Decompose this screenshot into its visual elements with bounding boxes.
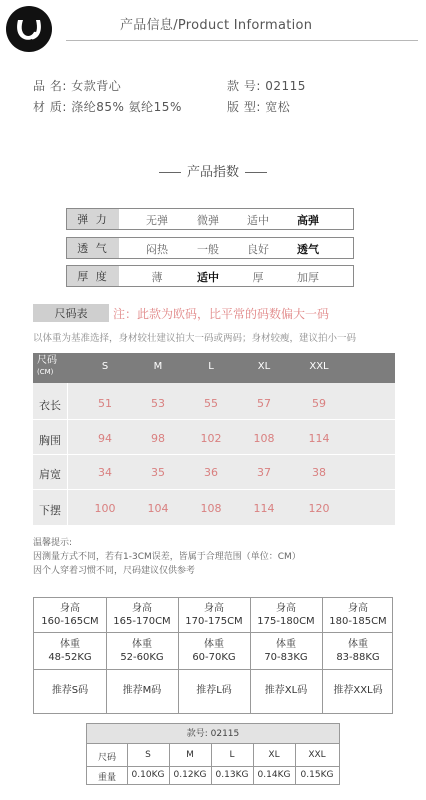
weight-column-divider bbox=[169, 744, 170, 784]
product-index-title bbox=[0, 161, 426, 180]
spec-material-label: 材 质: bbox=[33, 100, 67, 114]
size-cell: 59 bbox=[312, 397, 326, 410]
weight-label: 重量 bbox=[97, 773, 117, 783]
fit-height-cell bbox=[34, 602, 106, 628]
fit-weight-label: 体重 bbox=[348, 639, 368, 650]
fit-height-label: 身高 bbox=[132, 603, 152, 614]
spec-fit-label: 版 型: bbox=[227, 100, 261, 114]
weight-table bbox=[86, 723, 340, 785]
fit-weight-label: 体重 bbox=[132, 639, 152, 650]
size-cell: 108 bbox=[253, 432, 275, 445]
rating-option-selected: 透气 bbox=[297, 243, 319, 256]
fit-height-label: 身高 bbox=[276, 603, 296, 614]
fit-height-cell bbox=[106, 602, 178, 628]
rating-option: 薄 bbox=[151, 271, 163, 284]
fit-height-label: 身高 bbox=[348, 603, 368, 614]
weight-size-cell: M bbox=[186, 750, 194, 760]
size-cell: 104 bbox=[147, 502, 169, 515]
fit-height-label: 身高 bbox=[60, 603, 80, 614]
fit-weight-cell bbox=[322, 638, 394, 664]
fit-height-cell bbox=[250, 602, 322, 628]
fit-weight-cell bbox=[34, 638, 106, 664]
rating-option-selected: 高弹 bbox=[297, 214, 319, 227]
size-head-label bbox=[37, 356, 57, 377]
fit-weight-cell bbox=[178, 638, 250, 664]
fit-height-value: 175-180CM bbox=[257, 616, 315, 627]
fit-recommend-cell: 推荐XXL码 bbox=[333, 685, 383, 696]
rating-option: 一般 bbox=[197, 243, 219, 256]
fit-weight-label: 体重 bbox=[276, 639, 296, 650]
fit-weight-label: 体重 bbox=[204, 639, 224, 650]
weight-column-divider bbox=[253, 744, 254, 784]
fit-recommend-cell: 推荐S码 bbox=[51, 685, 89, 696]
fit-height-value: 165-170CM bbox=[113, 616, 171, 627]
spec-name-label: 品 名: bbox=[33, 79, 67, 93]
size-cell: 108 bbox=[200, 502, 222, 515]
rating-row-thickness bbox=[66, 265, 354, 287]
size-cell: 51 bbox=[98, 397, 112, 410]
fit-weight-cell bbox=[250, 638, 322, 664]
rating-option-selected: 适中 bbox=[197, 271, 219, 284]
rating-option: 加厚 bbox=[297, 271, 319, 284]
spec-item-value: 02115 bbox=[265, 79, 306, 93]
tips-line: 因测量方式不同，若有1-3CM误差，皆属于合理范围（单位：CM） bbox=[33, 552, 301, 562]
fit-weight-value: 70-83KG bbox=[264, 652, 308, 663]
size-cell: 38 bbox=[312, 466, 326, 479]
size-row-divider bbox=[33, 419, 395, 420]
weight-value-cell: 0.12KG bbox=[173, 770, 207, 780]
size-row-divider bbox=[33, 489, 395, 490]
lululemon-logo-icon bbox=[6, 6, 52, 52]
fit-recommend-cell: 推荐XL码 bbox=[264, 685, 308, 696]
weight-value-cell: 0.10KG bbox=[131, 770, 165, 780]
rating-option: 良好 bbox=[247, 243, 269, 256]
weight-size-cell: XL bbox=[268, 750, 280, 760]
fit-weight-label: 体重 bbox=[60, 639, 80, 650]
weight-table-header: 款号: 02115 bbox=[87, 724, 339, 744]
size-cell: 114 bbox=[308, 432, 330, 445]
size-cell: 98 bbox=[151, 432, 165, 445]
rating-option: 闷热 bbox=[146, 243, 168, 256]
size-head-cell: L bbox=[208, 361, 214, 372]
spec-item-number bbox=[227, 77, 306, 94]
header-divider bbox=[66, 40, 418, 41]
rating-row-elasticity bbox=[66, 208, 354, 230]
fit-height-value: 180-185CM bbox=[329, 616, 387, 627]
size-cell: 100 bbox=[94, 502, 116, 515]
weight-column-divider bbox=[211, 744, 212, 784]
size-cell: 102 bbox=[200, 432, 222, 445]
spec-fit bbox=[227, 98, 290, 115]
fit-weight-value: 48-52KG bbox=[48, 652, 92, 663]
size-head-cell: M bbox=[153, 361, 163, 372]
fit-height-label: 身高 bbox=[204, 603, 224, 614]
size-head-label-text: 尺码 bbox=[37, 355, 57, 366]
spec-name-value: 女款背心 bbox=[71, 79, 122, 93]
size-row-label: 胸围 bbox=[39, 434, 61, 447]
weight-size-cell: L bbox=[229, 750, 235, 760]
size-cell: 35 bbox=[151, 466, 165, 479]
spec-fit-value: 宽松 bbox=[265, 100, 291, 114]
spec-material-value: 涤纶85% 氨纶15% bbox=[71, 100, 182, 114]
rating-option: 微弹 bbox=[197, 214, 219, 227]
tips-line: 因个人穿着习惯不同，尺码建议仅供参考 bbox=[33, 566, 196, 576]
rating-option: 适中 bbox=[247, 214, 269, 227]
fit-guide-table bbox=[33, 597, 393, 714]
weight-value-cell: 0.13KG bbox=[215, 770, 249, 780]
size-row-label: 下摆 bbox=[39, 504, 61, 517]
weight-value-cell: 0.14KG bbox=[257, 770, 291, 780]
rating-option: 无弹 bbox=[146, 214, 168, 227]
weight-size-cell: S bbox=[145, 750, 151, 760]
fit-recommend-cell: 推荐L码 bbox=[196, 685, 232, 696]
size-head-cell: XXL bbox=[309, 361, 329, 372]
fit-height-cell bbox=[178, 602, 250, 628]
size-chart-advice: 以体重为基准选择，身材较壮建议拍大一码或两码；身材较瘦，建议拍小一码 bbox=[33, 333, 357, 344]
fit-weight-cell bbox=[106, 638, 178, 664]
fit-height-value: 170-175CM bbox=[185, 616, 243, 627]
spec-material bbox=[33, 98, 182, 115]
size-row-label: 衣长 bbox=[39, 399, 61, 412]
size-cell: 36 bbox=[204, 466, 218, 479]
size-cell: 55 bbox=[204, 397, 218, 410]
size-cell: 53 bbox=[151, 397, 165, 410]
fit-row-divider bbox=[34, 669, 392, 670]
tips-block bbox=[33, 536, 301, 578]
size-chart-tab: 尺码表 bbox=[33, 304, 109, 322]
weight-value-cell: 0.15KG bbox=[300, 770, 334, 780]
weight-row-divider bbox=[87, 766, 339, 767]
tips-title: 温馨提示: bbox=[33, 538, 73, 548]
size-chart-note: 注：此款为欧码，比平常的码数偏大一码 bbox=[113, 307, 330, 321]
size-table bbox=[33, 353, 395, 525]
rating-label: 透 气 bbox=[67, 238, 119, 258]
size-head-cell: S bbox=[101, 361, 109, 372]
size-row-divider bbox=[33, 454, 395, 455]
header-title: 产品信息/Product Information bbox=[120, 18, 313, 33]
fit-height-value: 160-165CM bbox=[41, 616, 99, 627]
rating-row-breathability bbox=[66, 237, 354, 259]
size-row-label: 肩宽 bbox=[39, 468, 61, 481]
size-head-cell: XL bbox=[257, 361, 271, 372]
weight-size-label: 尺码 bbox=[97, 753, 117, 763]
size-cell: 114 bbox=[253, 502, 275, 515]
fit-weight-value: 83-88KG bbox=[336, 652, 380, 663]
fit-row-divider bbox=[34, 632, 392, 633]
spec-name bbox=[33, 77, 121, 94]
size-table-header bbox=[33, 353, 395, 383]
size-cell: 120 bbox=[308, 502, 330, 515]
fit-height-cell bbox=[322, 602, 394, 628]
size-cell: 94 bbox=[98, 432, 112, 445]
size-cell: 37 bbox=[257, 466, 271, 479]
product-index-title-text: 产品指数 bbox=[186, 165, 239, 180]
fit-weight-value: 52-60KG bbox=[120, 652, 164, 663]
size-cell: 57 bbox=[257, 397, 271, 410]
size-head-unit: (CM) bbox=[37, 368, 54, 376]
fit-weight-value: 60-70KG bbox=[192, 652, 236, 663]
rating-label: 弹 力 bbox=[67, 209, 119, 229]
weight-column-divider bbox=[127, 744, 128, 784]
fit-recommend-cell: 推荐M码 bbox=[122, 685, 162, 696]
spec-item-label: 款 号: bbox=[227, 79, 261, 93]
weight-size-cell: XXL bbox=[308, 750, 326, 760]
weight-column-divider bbox=[295, 744, 296, 784]
rating-label: 厚 度 bbox=[67, 266, 119, 286]
size-cell: 34 bbox=[98, 466, 112, 479]
rating-option: 厚 bbox=[252, 271, 264, 284]
